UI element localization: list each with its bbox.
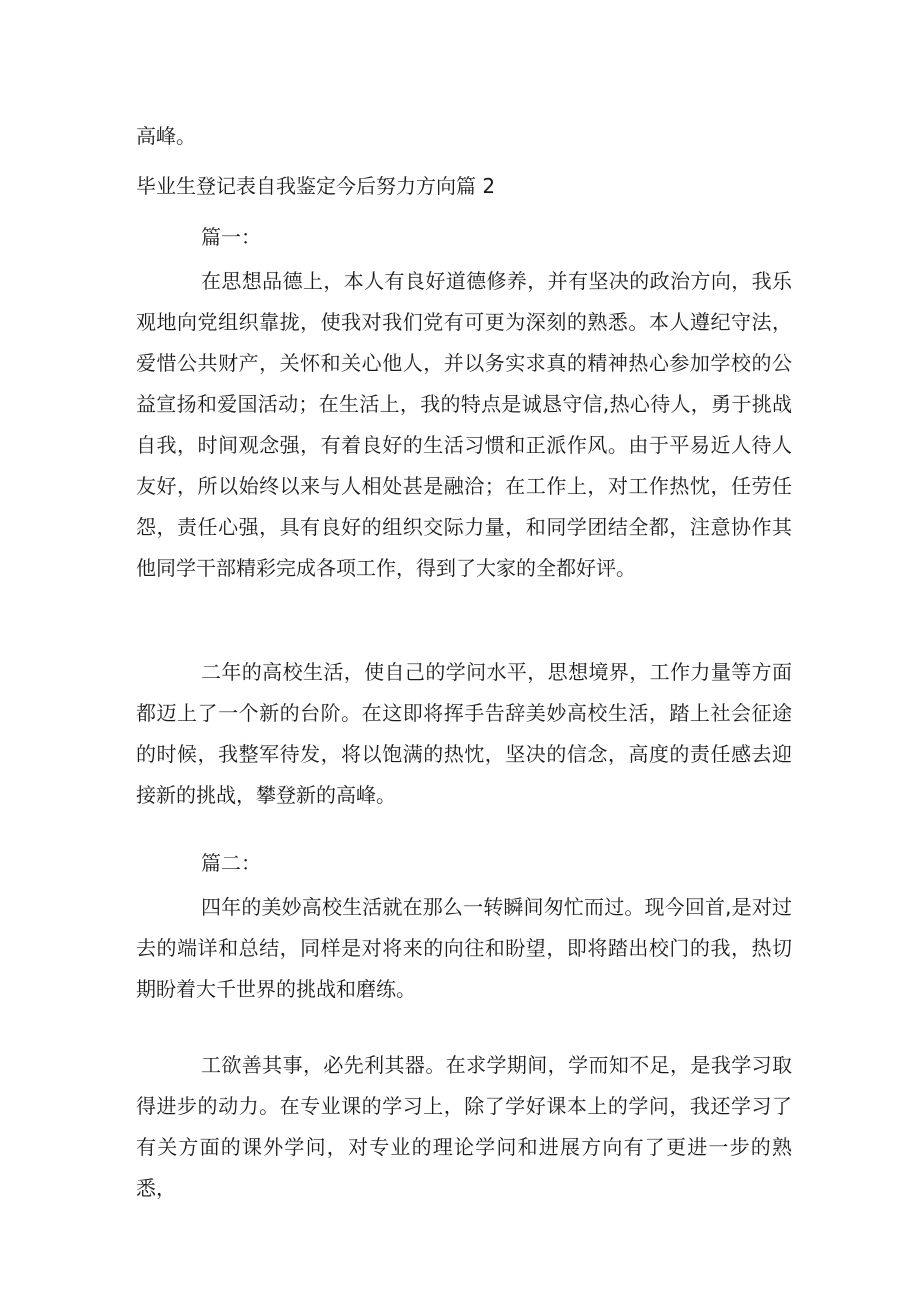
part-one-paragraph-2: 二年的高校生活，使自己的学问水平，思想境界，工作力量等方面都迈上了一个新的台阶。在这即将挥手告辞美妙高校生活，踏上社会征途的时候，我整军待发，将以饱满的热忱，坚决的信念，高度的责任感去迎接新的挑战，攀登新的高峰。	[136, 660, 792, 807]
part-two-paragraph-1: 四年的美妙高校生活就在那么一转瞬间匆忙而过。现今回首,是对过去的端详和总结，同样是对将来的向往和盼望，即将踏出校门的我，热切期盼着大千世界的挑战和磨练。	[136, 895, 792, 1001]
part-one-paragraph-1: 在思想品德上，本人有良好道德修养，并有坚决的政治方向，我乐观地向党组织靠拢，使我对我们党有可更为深刻的熟悉。本人遵纪守法，爱惜公共财产，关怀和关心他人，并以务实求真的精神热心参加学校的公益宣扬和爱国活动；在生活上，我的特点是诚恳守信,热心待人，勇于挑战自我，时间观念强，有着良好的生活习惯和正派作风。由于平易近人待人友好，所以始终以来与人相处甚是融洽；在工作上，对工作热忱，任劳任怨，责任心强，具有良好的组织交际力量，和同学团结全都，注意协作其他同学干部精彩完成各项工作，得到了大家的全都好评。	[136, 269, 792, 580]
part-one-label: 篇一：	[201, 225, 261, 249]
part-two-label: 篇二：	[201, 851, 261, 875]
part-two-paragraph-2: 工欲善其事，必先利其器。在求学期间，学而知不足，是我学习取得进步的动力。在专业课的学习上，除了学好课本上的学问，我还学习了有关方面的课外学问，对专业的理论学问和进展方向有了更进一步的熟悉，	[136, 1053, 792, 1200]
section-title: 毕业生登记表自我鉴定今后努力方向篇 2	[136, 174, 496, 198]
continuation-text: 高峰。	[136, 124, 196, 148]
